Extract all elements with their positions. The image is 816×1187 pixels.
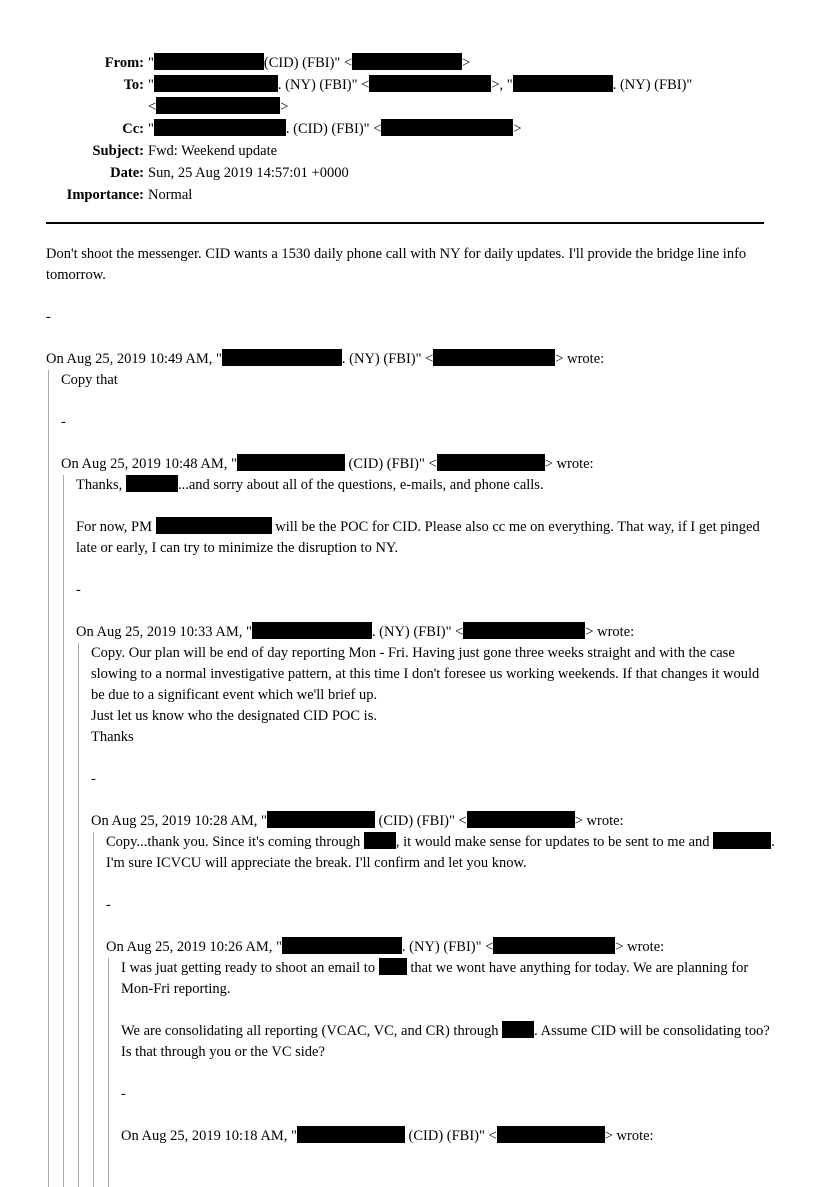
date-label: Date:: [110, 165, 144, 181]
from-label: From:: [104, 55, 144, 71]
redaction: [267, 811, 375, 828]
to-row: [40, 74, 692, 96]
to-value: " . (NY) (FBI)" < >, " . (NY) (FBI)": [148, 77, 693, 93]
redaction: [463, 622, 585, 639]
separator-dash: -: [76, 582, 81, 598]
quote-attribution: On Aug 25, 2019 10:49 AM, " . (NY) (FBI)" < > wrote:: [46, 351, 605, 367]
separator-dash: -: [91, 771, 96, 787]
quote-text: Copy...thank you. Since it's coming through , it would make sense for updates to be sent to me and . I'm sure ICVCU will appreciate the break. I'll confirm and let you know.: [106, 834, 775, 871]
cc-row: [40, 118, 692, 140]
top-message: Don't shoot the messenger. CID wants a 1530 daily phone call with NY for daily updates. I'll provide the bridge line info tomorrow.: [46, 246, 747, 283]
redaction: [252, 622, 372, 639]
quote-text: Copy. Our plan will be end of day reporting Mon - Fri. Having just gone three weeks straight and with the case slowing to a normal investigative pattern, at this time I don't foresee us working weekends. If that changes it would be due to a significant event which we'll brief up.: [91, 645, 760, 703]
redaction: [437, 454, 545, 471]
date-row: [40, 162, 692, 184]
redaction: [433, 349, 555, 366]
date-value: Sun, 25 Aug 2019 14:57:01 +0000: [148, 165, 349, 181]
redaction: [352, 53, 462, 70]
subject-value: Fwd: Weekend update: [148, 143, 278, 159]
separator-dash: -: [46, 309, 51, 325]
redaction: [364, 832, 396, 849]
quote-attribution: On Aug 25, 2019 10:26 AM, " . (NY) (FBI)" < > wrote:: [106, 939, 665, 955]
quote-level-2: [63, 475, 776, 1187]
redaction: [369, 75, 491, 92]
redaction: [156, 97, 280, 114]
separator-dash: -: [106, 897, 111, 913]
redaction: [513, 75, 613, 92]
quote-attribution: On Aug 25, 2019 10:33 AM, " . (NY) (FBI)" < > wrote:: [76, 624, 635, 640]
importance-row: [40, 184, 692, 206]
redaction: [297, 1126, 405, 1143]
to-label: To:: [123, 77, 144, 93]
importance-value: Normal: [148, 187, 193, 203]
separator-dash: -: [121, 1086, 126, 1102]
quote-attribution: On Aug 25, 2019 10:18 AM, " (CID) (FBI)" < > wrote:: [121, 1128, 654, 1144]
quote-level-5: [108, 958, 776, 1187]
header-divider: [46, 222, 764, 224]
redaction: [713, 832, 771, 849]
quote-text: I was juat getting ready to shoot an email to that we wont have anything for today. We are planning for Mon-Fri reporting.: [121, 960, 749, 997]
redaction: [379, 958, 407, 975]
quote-text: For now, PM will be the POC for CID. Please also cc me on everything. That way, if I get pinged late or early, I can try to minimize the disruption to NY.: [76, 519, 760, 556]
email-body: [46, 244, 776, 1187]
redaction: [493, 937, 615, 954]
redaction: [381, 119, 513, 136]
importance-label: Importance:: [66, 187, 144, 203]
quote-level-3: [78, 643, 776, 1187]
email-header: [40, 52, 692, 206]
redaction: [237, 454, 345, 471]
cc-value: " . (CID) (FBI)" < >: [148, 121, 522, 137]
redaction: [154, 75, 278, 92]
from-value: " (CID) (FBI)" < >: [148, 55, 471, 71]
quote-text: Just let us know who the designated CID POC is.: [91, 708, 377, 724]
redaction: [154, 53, 264, 70]
redaction: [126, 475, 178, 492]
redaction: [497, 1126, 605, 1143]
redaction: [502, 1021, 534, 1038]
redaction: [222, 349, 342, 366]
redaction: [467, 811, 575, 828]
redaction: [154, 119, 286, 136]
quote-text: Copy that: [61, 372, 118, 388]
redaction: [156, 517, 272, 534]
quote-text: We are consolidating all reporting (VCAC, VC, and CR) through . Assume CID will be consolidating too? Is that through you or the VC side?: [121, 1023, 770, 1060]
subject-label: Subject:: [92, 143, 144, 159]
quote-level-4: [93, 832, 776, 1187]
subject-row: [40, 140, 692, 162]
to-row-cont: < >: [148, 99, 289, 115]
quote-text: Thanks: [91, 729, 134, 745]
separator-dash: -: [61, 414, 66, 430]
from-row: [40, 52, 692, 74]
cc-label: Cc:: [122, 121, 144, 137]
quote-text: Thanks, ...and sorry about all of the questions, e-mails, and phone calls.: [76, 477, 544, 493]
quote-attribution: On Aug 25, 2019 10:48 AM, " (CID) (FBI)" < > wrote:: [61, 456, 594, 472]
redaction: [282, 937, 402, 954]
quote-level-1: [48, 370, 776, 1187]
quote-attribution: On Aug 25, 2019 10:28 AM, " (CID) (FBI)" < > wrote:: [91, 813, 624, 829]
